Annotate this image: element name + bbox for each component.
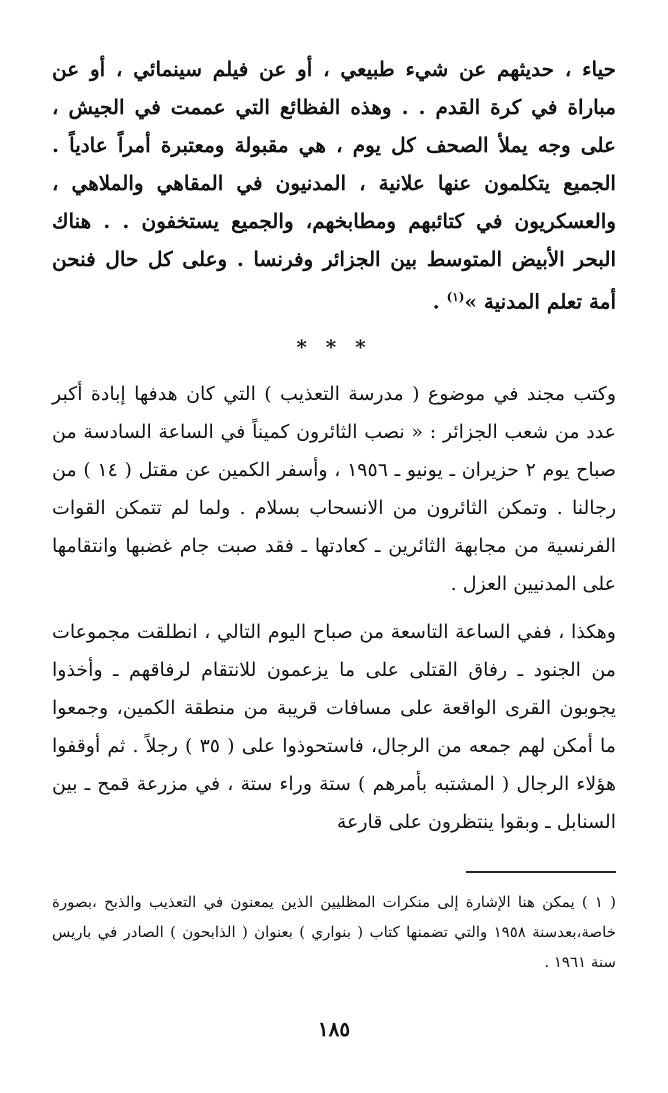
paragraph-continued-quote	[52, 50, 616, 321]
paragraph-1-text: حياء ، حديثهم عن شيء طبيعي ، أو عن فيلم سينمائي ، أو عن مباراة في كرة القدم . . وهذه الفظائع التي عممت في الجيش ، على وجه يملأ الصحف كل يوم ، هي مقبولة ومعتبرة أمراً عادياً . الجميع يتكلمون عنها علانية ، المدنيون في المقاهي والملاهي ، والعسكريون في كتائبهم ومطابخهم، والجميع يستخفون . . هناك البحر الأبيض المتوسط بين الجزائر وفرنسا . وعلى كل حال فنحن أمة تعلم المدنية »	[52, 57, 616, 314]
paragraph-gap	[52, 603, 616, 613]
paragraph-torture-school: وكتب مجند في موضوع ( مدرسة التعذيب ) التي كان هدفها إبادة أكبر عدد من شعب الجزائر : « نصب الثائرون كميناً في الساعة السادسة من صباح يوم ٢ حزيران ـ يونيو ـ ١٩٥٦ ، وأسفر الكمين عن مقتل ( ١٤ ) من رجالنا . وتمكن الثائرون من الانسحاب بسلام . ولما لم تتمكن القوات الفرنسية من مجابهة الثائرين ـ كعادتها ـ فقد صبت جام غضبها وانتقامها على المدنيين العزل .	[52, 382, 616, 595]
paragraph-1-end: .	[432, 289, 447, 314]
section-separator: * * *	[296, 334, 372, 359]
page-number: ١٨٥	[317, 1017, 351, 1041]
paragraph-next-day: وهكذا ، ففي الساعة التاسعة من صباح اليوم التالي ، انطلقت مجموعات من الجنود ـ رفاق القتلى على ما يزعمون للانتقام لرفاقهم ـ وأخذوا يجوبون القرى الواقعة على مسافات قريبة من منطقة الكمين، وجمعوا ما أمكن لهم جمعه من الرجال، فاستحوذوا على ( ٣٥ ) رجلاً . ثم أوقفوا هؤلاء الرجال ( المشتبه بأمرهم ) ستة وراء ستة ، في مزرعة قمح ـ بين السنابل ـ وبقوا ينتظرون على قارعة	[52, 620, 616, 833]
footnote-text: ( ١ ) يمكن هنا الإشارة إلى منكرات المظليين الذين يمعنون في التعذيب والذبح ،بصورة خاصة،بعدسنة ١٩٥٨ والتي تضمنها كتاب ( بنواري ) بعنوان ( الذابحون ) الصادر في باريس سنة ١٩٦١ .	[52, 892, 616, 971]
book-page	[52, 50, 616, 1050]
footnote-divider	[466, 871, 616, 873]
footnote-reference: (١)	[446, 290, 465, 304]
